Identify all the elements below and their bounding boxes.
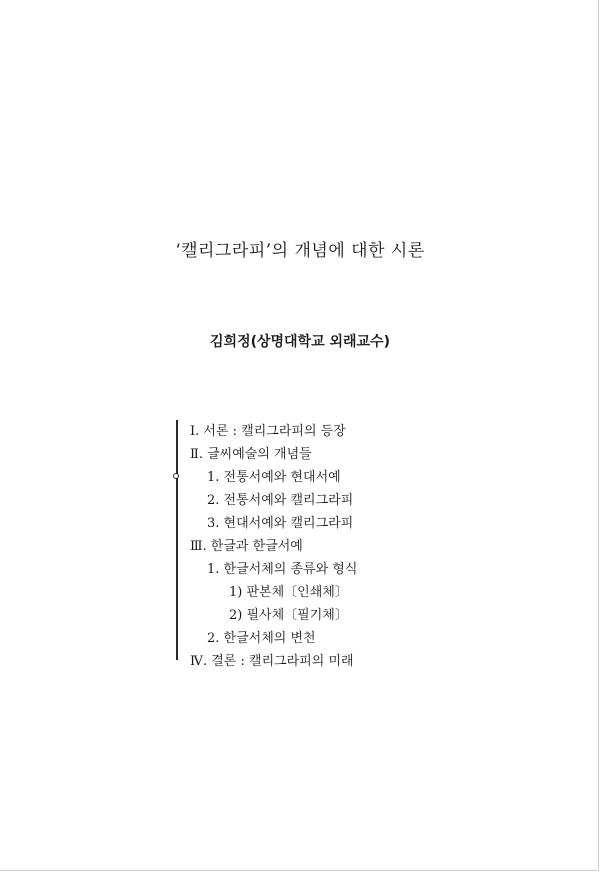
toc-item: 2. 한글서체의 변천 <box>207 631 316 646</box>
toc-item: 1. 한글서체의 종류와 형식 <box>207 562 358 577</box>
toc-item: Ⅳ. 결론 : 캘리그라피의 미래 <box>190 654 354 669</box>
toc-item: Ⅲ. 한글과 한글서예 <box>190 539 303 554</box>
paper-title: ‘캘리그라피’의 개념에 대한 시론 <box>175 241 425 261</box>
toc-item: Ⅱ. 글씨예술의 개념들 <box>190 447 312 462</box>
table-of-contents <box>176 420 476 673</box>
toc-item: 1. 전통서예와 현대서예 <box>207 470 341 485</box>
toc-item: 2) 필사체〔필기체〕 <box>229 608 348 623</box>
toc-list <box>176 420 476 673</box>
toc-item: 2. 전통서예와 캘리그라피 <box>207 493 354 508</box>
author-affiliation: 김희정(상명대학교 외래교수) <box>210 334 390 350</box>
toc-item: 3. 현대서예와 캘리그라피 <box>207 516 354 531</box>
toc-item: 1) 판본체〔인쇄체〕 <box>229 585 348 600</box>
toc-item: Ⅰ. 서론 : 캘리그라피의 등장 <box>190 424 346 439</box>
